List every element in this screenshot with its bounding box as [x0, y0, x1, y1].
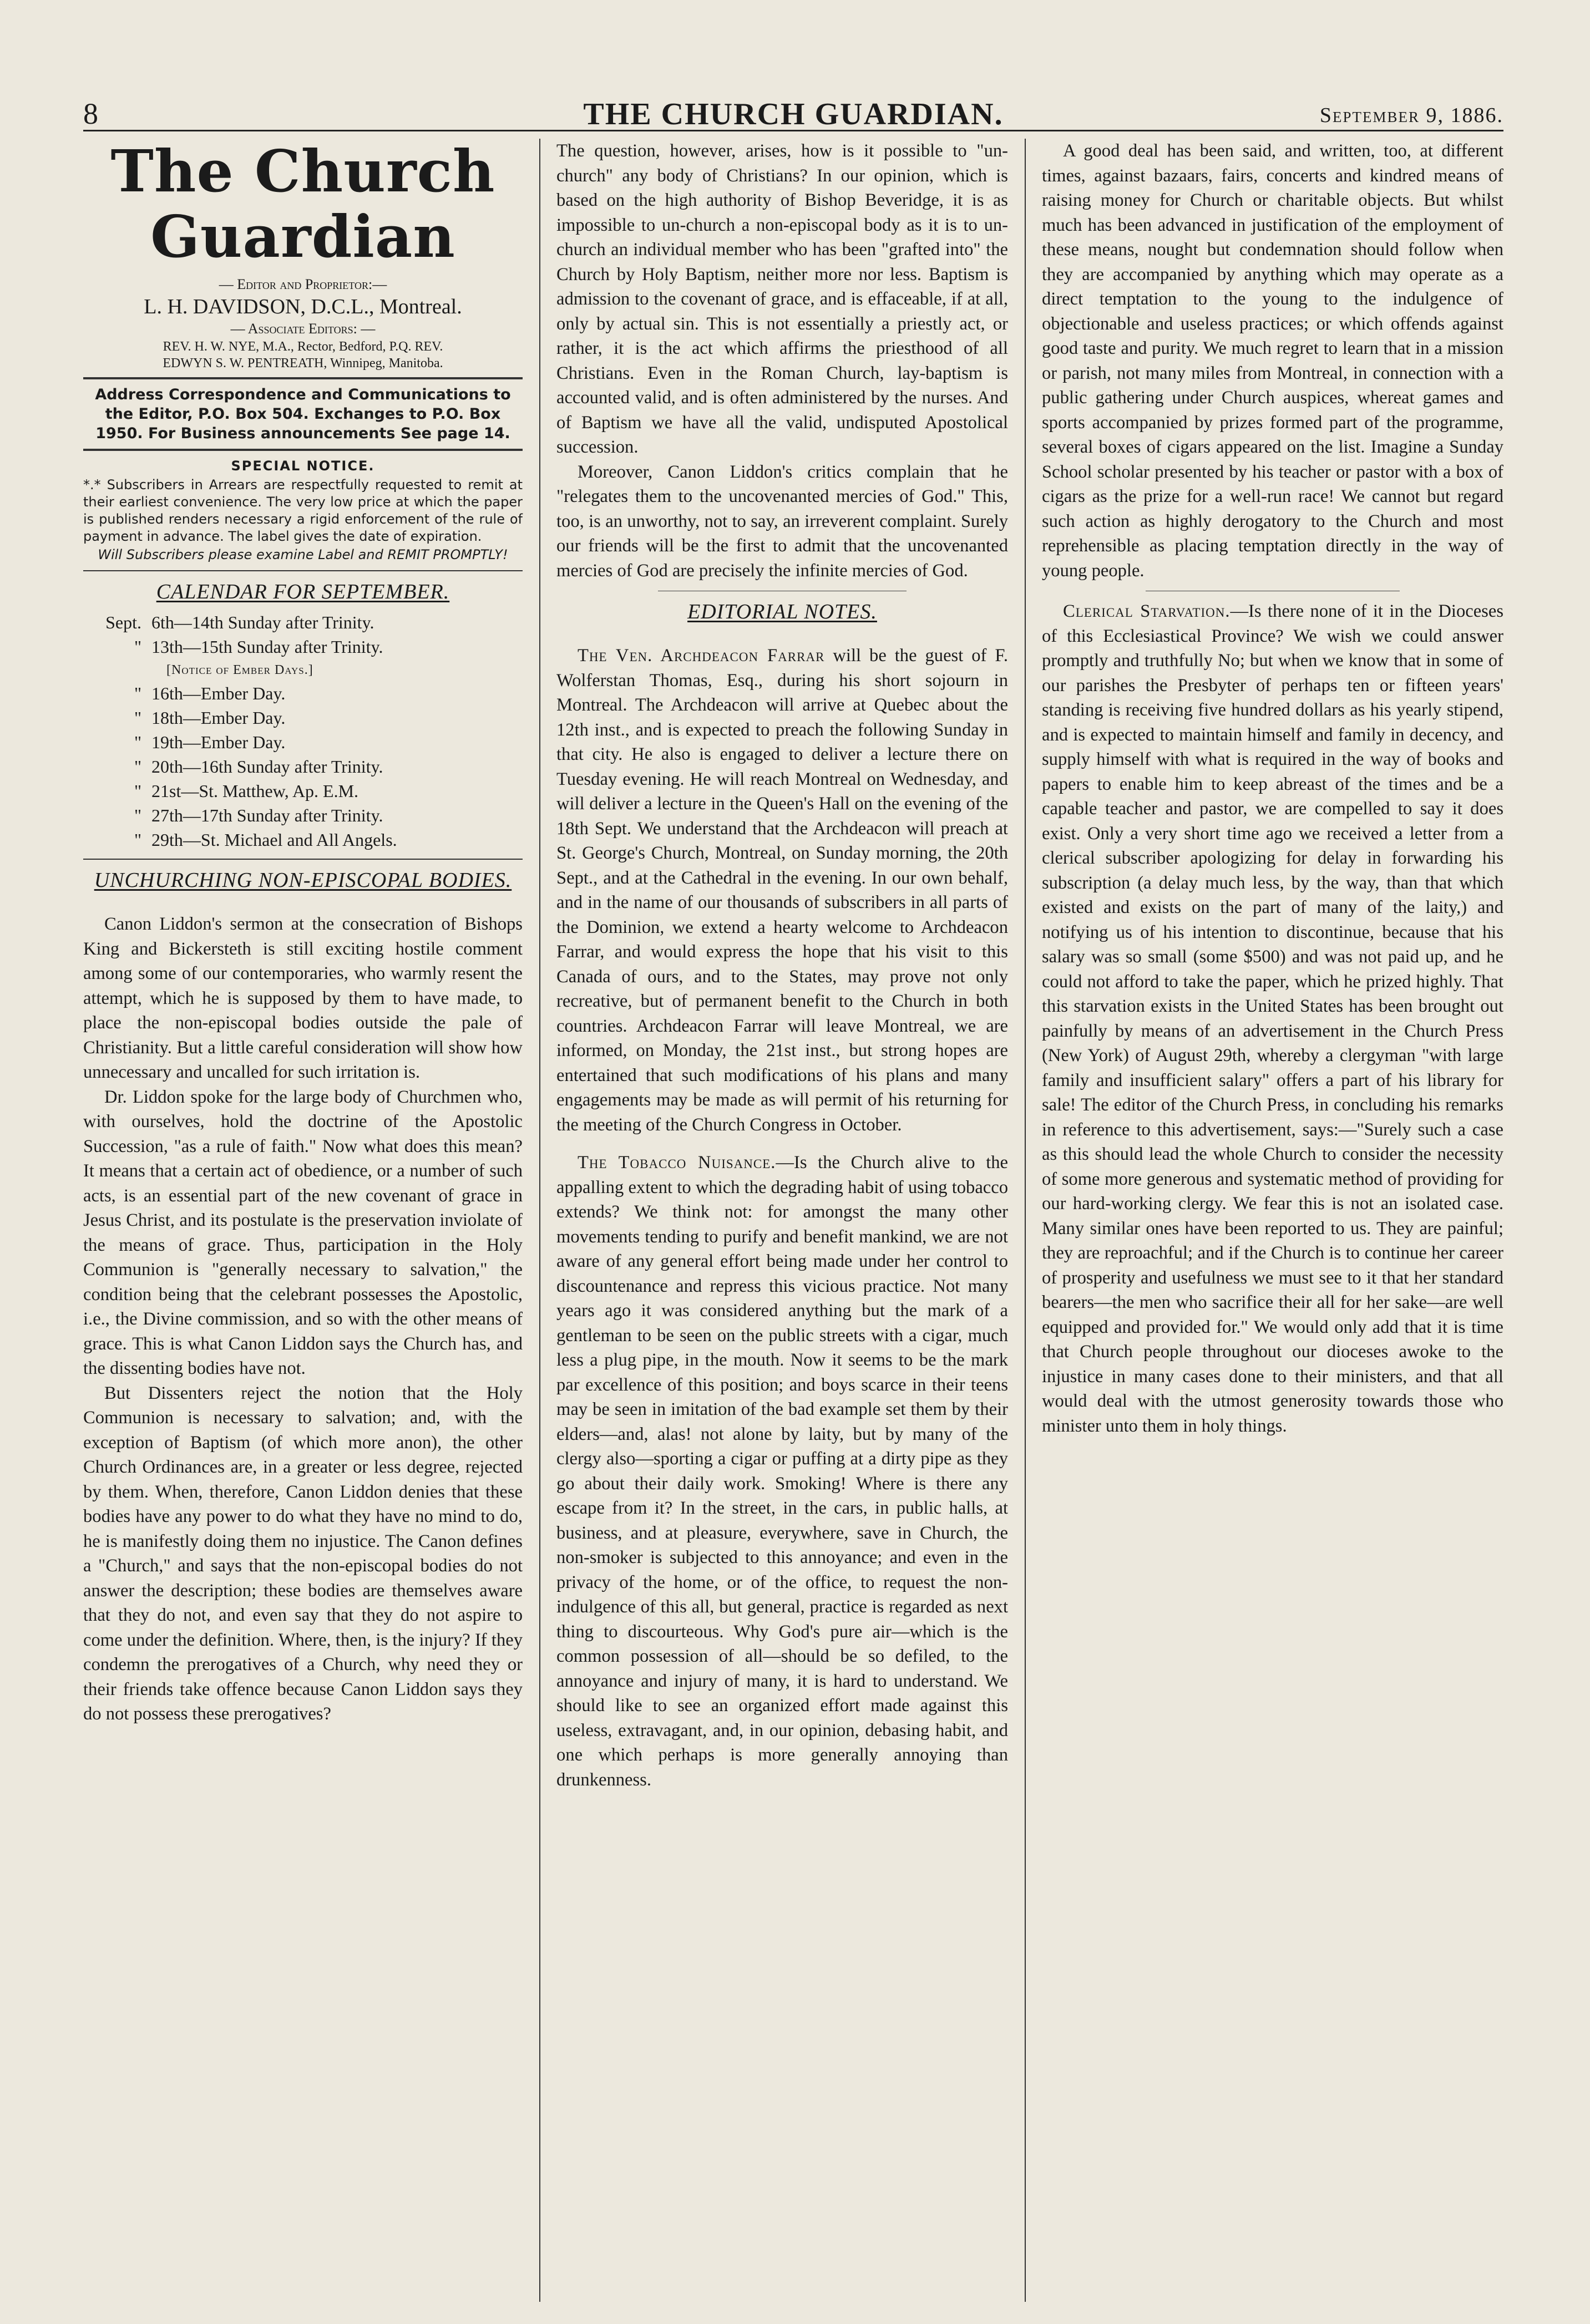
editorial-notes-title: EDITORIAL NOTES.	[687, 600, 877, 623]
editor-name: L. H. DAVIDSON, D.C.L., Montreal.	[144, 295, 462, 318]
divider	[83, 859, 523, 860]
running-title: THE CHURCH GUARDIAN.	[583, 97, 1004, 131]
divider	[83, 377, 523, 379]
divider	[83, 449, 523, 451]
column-rule-1	[539, 139, 540, 2302]
article-paragraph: Dr. Liddon spoke for the large body of Churchmen who, with ourselves, hold the doctrine of the Apostolic Succession, "as a rule of faith." Now what does this mean? It means that a certain act of obedience, or a number of such acts, is an essential part of the new covenant of grace in Jesus Christ, and its postulate is the preservation inviolate of the means of grace. Thus, participation in the Holy Communion is "generally necessary to salvation," the condition being that the celebrant possesses the Apostolic, i.e., the Divine commission, and so with the other means of grace. This is what Canon Liddon says the Church has, and the dissenting bodies have not.	[83, 1087, 523, 1378]
calendar-row: " 29th—St. Michael and All Angels.	[134, 830, 397, 850]
farrar-note: The Ven. Archdeacon Farrar will be the guest of F. Wolferstan Thomas, Esq., during his short sojourn in Montreal. The Archdeacon will arrive at Quebec about the 12th inst., and is expected to preach the following Sunday in that city. He also is engaged to deliver a lecture there on Tuesday evening. He will reach Montreal on Wednesday, and will deliver a lecture in the Queen's Hall on the evening of the 18th Sept. We understand that the Archdeacon will preach at St. George's Church, Montreal, on Sunday morning, the 20th Sept., and at the Cathedral in the evening. In our own behalf, and in the name of our thousands of subscribers in all parts of the Dominion, we extend a hearty welcome to Archdeacon Farrar, and would express the hope that his visit to this Canada of ours, and to the States, may prove not only recreative, but of permanent benefit to the Church in both countries. Archdeacon Farrar will leave Montreal, we are informed, on Monday, the 21st inst., but strong hopes are entertained that such modifications of his plans and many engagements may be made as will permit of his returning for the meeting of the Church Congress in October.	[556, 646, 1009, 1135]
tobacco-note: The Tobacco Nuisance.—Is the Church alive to the appalling extent to which the degrading habit of using tobacco extends? We think not: for amongst the many other movements tending to purify and benefit mankind, we are not aware of any general effort being made under her control to discountenance and repress this vicious practice. Not many years ago it was considered anything but the mark of a gentleman to be seen on the public streets with a cigar, much less a plug pipe, in the mouth. Now it seems to be the mark par excellence of this position; and boys scarce in their teens may be seen in imitation of the bad example set them by their elders—and, alas! not alone by laity, but by many of the clergy also—sporting a cigar or puffing at a dirty pipe as they go about their daily work. Smoking! Where is there any escape from it? In the street, in the cars, in public halls, at business, and at pleasure, everywhere, save in Church, the non-smoker is subjected to this annoyance; and even in the privacy of the home, or of the office, to request the non-indulgence of this all, but general, practice is regarded as next thing to discourteous. Why God's pure air—which is the common possession of all—should be so defiled, to the annoyance and injury of many, it is hard to understand. We should like to see an organized effort made against this useless, extravagant, and, in our opinion, debasing habit, and one which perhaps is more generally annoying than drunkenness.	[556, 1153, 1009, 1790]
issue-date: September 9, 1886.	[1319, 104, 1503, 127]
article-title: UNCHURCHING NON-EPISCOPAL BODIES.	[94, 869, 512, 892]
calendar-row: " 27th—17th Sunday after Trinity.	[134, 805, 383, 825]
clerical-note: Clerical Starvation.—Is there none of it in the Dioceses of this Ecclesiastical Province? We wish we could answer promptly and truthfully No; but when we know that in some of our parishes the Presbyter of perhaps ten or fifteen years' standing is receiving five hundred dollars as his yearly stipend, and is expected to maintain himself and family in decency, and supply himself with what is required in the way of books and papers to enable him to keep abreast of the times and be a capable teacher and pastor, we are compelled to say it does exist. Only a very short time ago we received a letter from a clerical subscriber apologizing for delay in forwarding his subscription (a delay much less, by the way, than that which existed and exists on the part of many of the laity,) and notifying us of his intention to discontinue, because that his salary was so small (some $500) and was not paid up, and he could not afford to take the paper, which he prized highly. That this starvation exists in the United States has been brought out painfully by means of an advertisement in the Church Press (New York) of August 29th, whereby a clergyman "with large family and insufficient salary" offers a part of his library for sale! The editor of the Church Press, in concluding his remarks in reference to this advertisement, says:—"Surely such a case as this should lead the whole Church to consider the necessity of some more generous and systematic method of providing for our hard-working clergy. We fear this is not an isolated case. Many similar ones have been reported to us. They are painful; they are reproachful; and if the Church is to continue her career of prosperity and usefulness we must see to it that her standard bearers—the men who sacrifice their all for her sake—are well equipped and provided for." We would only add that it is time that Church people throughout our dioceses awoke to the injustice in many cases done to their ministers, and that all would deal with the utmost generosity towards those who minister unto them in holy things.	[1042, 601, 1503, 1436]
column-2	[546, 139, 1018, 2302]
article-paragraph: Moreover, Canon Liddon's critics complain that he "relegates them to the uncovenanted mercies of God." This, too, is an unworthy, not to say, an irreverent complaint. Surely our friends will be the first to admit that the uncovenanted mercies of God are precisely the infinite mercies of God.	[556, 461, 1008, 581]
nameplate: The Church Guardian	[110, 139, 495, 271]
bazaar-note: A good deal has been said, and written, too, at different times, against bazaars, fairs, concerts and kindred means of raising money for Church or charitable objects. But whilst much has been advanced in justification of the employment of these means, nought but condemnation should follow when they are accompanied by anything which may operate as a direct temptation to the young to the indulgence of objectionable and useless practices; or which offends against good taste and purity. We much regret to learn that in a mission or parish, not many miles from Montreal, in connection with a public gathering under Church auspices, whereat games and sports accompanied by prizes formed part of the programme, several boxes of cigars appeared on the list. Imagine a Sunday School scholar presented by his teacher or pastor with a box of cigars as the prize for a well-run race! We cannot but regard such action as highly derogatory to the Church and most reprehensible as placing temptation directly in the way of young people.	[1042, 141, 1503, 581]
page-number: 8	[83, 97, 98, 130]
calendar-title: CALENDAR FOR SEPTEMBER.	[156, 580, 450, 603]
column-rule-2	[1025, 139, 1026, 2302]
divider	[83, 570, 523, 571]
page-header	[83, 94, 1503, 131]
calendar-row: " 20th—16th Sunday after Trinity.	[134, 757, 383, 777]
calendar-list	[83, 610, 523, 852]
article-paragraph: Canon Liddon's sermon at the consecration of Bishops King and Bickersteth is still exciting hostile comment among some of our contemporaries, who warmly resent the attempt, which he is supposed by them to have made, to place the non-episcopal bodies outside the pale of Christianity. But a little careful consideration will show how unnecessary and uncalled for such irritation is.	[83, 914, 523, 1082]
article-paragraph: The question, however, arises, how is it possible to "un-church" any body of Christians? In our opinion, which is based on the high authority of Bishop Beveridge, it is as impossible to un-church a non-episcopal body as it is to un-church an individual member who has been "grafted into" the Church by Holy Baptism, neither more nor less. Baptism is admission to the covenant of grace, and is effaceable, if at all, only by actual sin. This is not essentially a priestly act, or rather, it is the act which affirms the priesthood of all Christians. Even in the Roman Church, lay-baptism is accounted valid, and is often administered by the nurses. And of Baptism we have all the valid, undisputed Apostolical succession.	[556, 141, 1008, 457]
calendar-row: " 21st—St. Matthew, Ap. E.M.	[134, 781, 359, 801]
associate-editor-2: EDWYN S. W. PENTREATH, Winnipeg, Manitoba.	[163, 356, 443, 371]
address-notice: Address Correspondence and Communications to the Editor, P.O. Box 504. Exchanges to P.O. Box 1950. For Business announcements See page 14.	[95, 386, 511, 442]
special-notice-text: *.* Subscribers in Arrears are respectfully requested to remit at their earliest convenience. The very low price at which the paper is published renders necessary a rigid enforcement of the rule of payment in advance. The label gives the date of expiration.	[83, 477, 523, 544]
article-paragraph: But Dissenters reject the notion that the Holy Communion is necessary to salvation; and, with the exception of Baptism (of which more anon), the other Church Ordinances are, in a greater or less degree, rejected by them. When, therefore, Canon Liddon denies that these bodies have any power to do what they have no mind to do, he is manifestly doing them no injustice. The Canon defines a "Church," and says that the non-episcopal bodies do not answer the description; these bodies are themselves aware that they do not, and even say that they do not aspire to come under the definition. Where, then, is the injury? If they condemn the prerogatives of a Church, why need they or their friends take offence because Canon Liddon says they do not possess these prerogatives?	[83, 1383, 523, 1724]
calendar-row: Sept. 6th—14th Sunday after Trinity.	[105, 612, 374, 632]
associate-label: — Associate Editors: —	[230, 321, 376, 337]
calendar-row: " 13th—15th Sunday after Trinity.	[134, 637, 383, 657]
column-3	[1032, 139, 1503, 2302]
column-1	[83, 139, 533, 2302]
calendar-row: " 16th—Ember Day.	[134, 683, 286, 703]
calendar-note: [Notice of Ember Days.]	[166, 663, 313, 677]
associate-editor-1: REV. H. W. NYE, M.A., Rector, Bedford, P.Q. REV.	[163, 339, 443, 354]
special-notice-remit: Will Subscribers please examine Label and REMIT PROMPTLY!	[98, 547, 508, 562]
calendar-row: " 18th—Ember Day.	[134, 708, 286, 728]
editor-label: — Editor and Proprietor:—	[219, 276, 387, 292]
calendar-row: " 19th—Ember Day.	[134, 732, 286, 752]
special-notice-title: SPECIAL NOTICE.	[231, 458, 375, 474]
